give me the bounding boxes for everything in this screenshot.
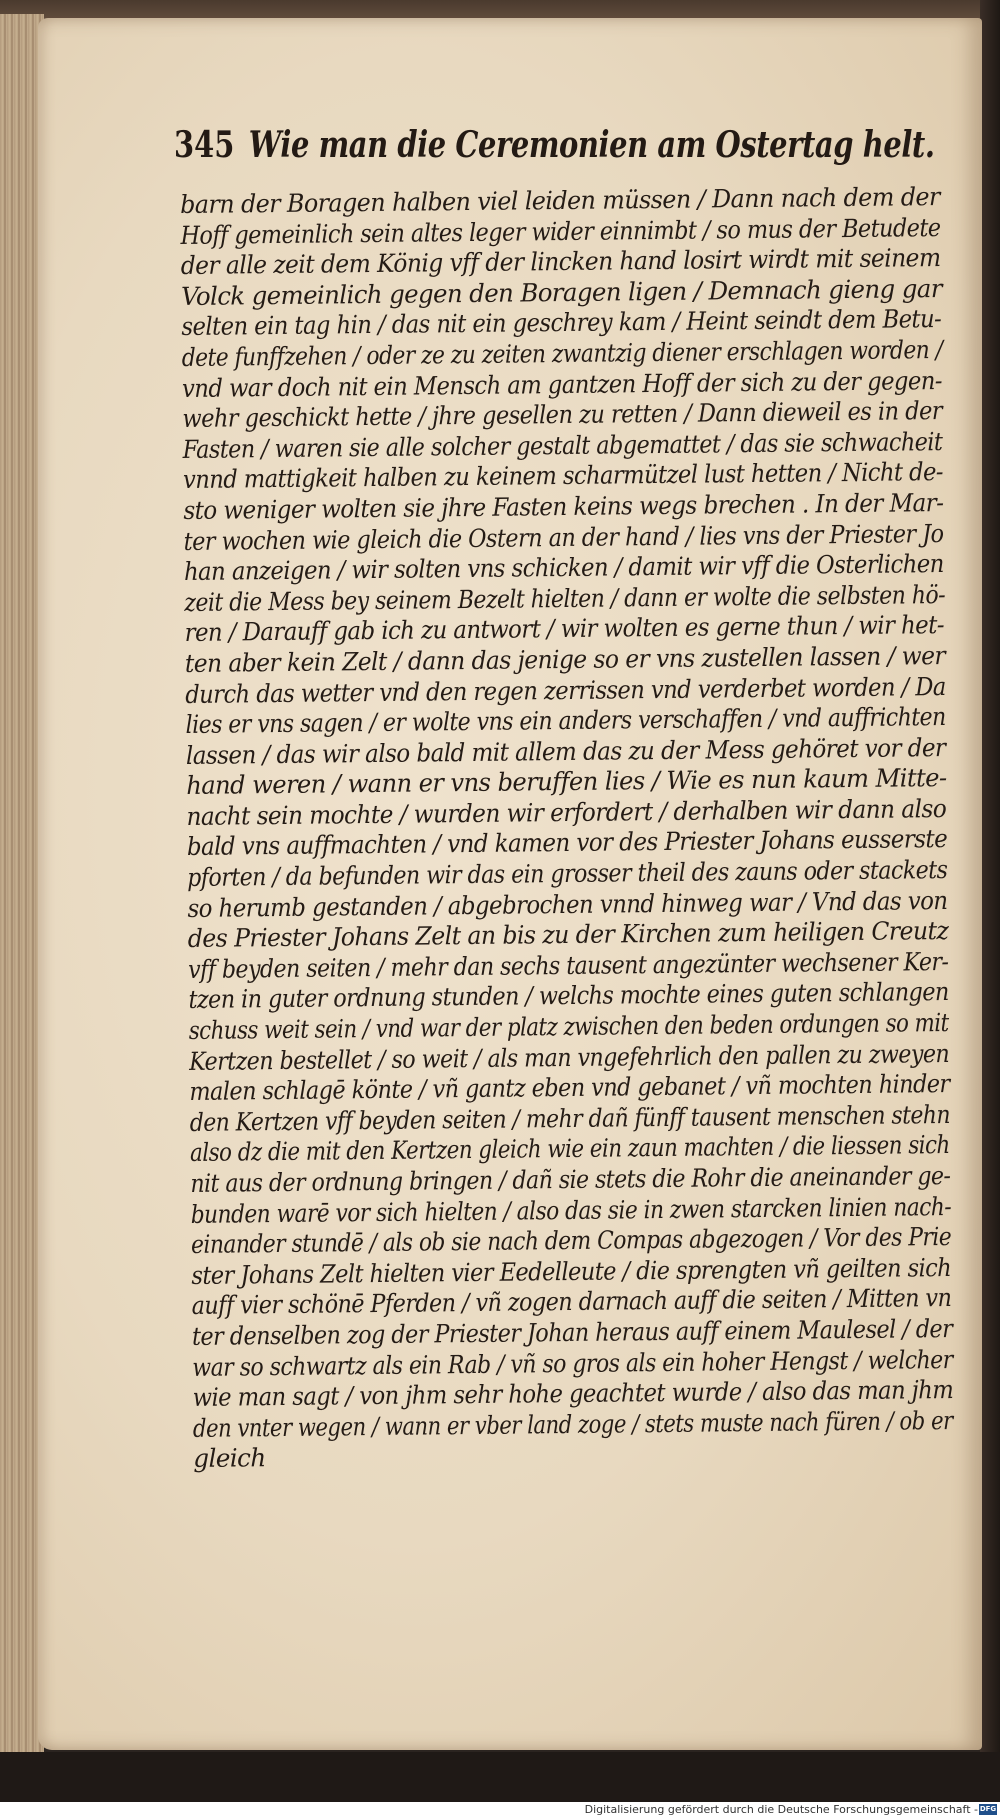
text-line: selten ein tag hin / das nit ein geschrey kam / Heint seindt dem Betu- [181, 304, 942, 342]
text-line: ster Johans Zelt hielten vier Eedelleute / die sprengten vñ geilten sich [191, 1252, 952, 1290]
text-line: tzen in guter ordnung stunden / welchs mochte eines guten schlangen [188, 977, 949, 1015]
text-line: den Kertzen vff beyden seiten / mehr dañ fünff tausent menschen stehn [189, 1099, 951, 1137]
digitization-credit: Digitalisierung gefördert durch die Deutsche Forschungsgemeinschaft - [584, 1803, 978, 1816]
text-line: Fasten / waren sie alle solcher gestalt abgemattet / das sie schwacheit [182, 426, 943, 464]
text-line: Hoff gemeinlich sein altes leger wider einnimbt / so mus der Betudete [180, 212, 941, 250]
text-line: barn der Boragen halben viel leiden müssen / Dann nach dem der [180, 182, 940, 219]
text-line: den vnter wegen / wann er vber land zoge / stets muste nach füren / ob er [192, 1405, 953, 1443]
text-line: auff vier schönē Pferden / vñ zogen darnach auff die seiten / Mitten vn [191, 1283, 952, 1321]
text-line: schuss weit sein / vnd war der platz zwischen den beden ordungen so mit [188, 1008, 949, 1045]
text-line: also dz die mit den Kertzen gleich wie ein zaun machten / die liessen sich [189, 1130, 950, 1168]
text-line: lassen / das wir also bald mit allem das zu der Mess gehöret vor der [185, 732, 946, 770]
scan-background [0, 1752, 1000, 1802]
text-line: sto weniger wolten sie jhre Fasten keins wegs brechen . In der Mar- [183, 487, 944, 525]
text-line: dete funffzehen / oder ze zu zeiten zwantzig diener erschlagen worden / [181, 334, 943, 372]
text-line: so herumb gestanden / abgebrochen vnnd hinweg war / Vnd das von [187, 885, 948, 923]
text-line: Volck gemeinlich gegen den Boragen ligen / Demnach gieng gar [180, 273, 942, 311]
text-line: des Priester Johans Zelt an bis zu der Kirchen zum heiligen Creutz [187, 916, 949, 954]
text-line: ten aber kein Zelt / dann das jenige so er vns zustellen lassen / wer [184, 640, 946, 678]
text-line: Kertzen bestellet / so weit / als man vngefehrlich den pallen zu zweyen [188, 1038, 950, 1076]
text-line: vff beyden seiten / mehr dan sechs tausent angezünter wechsener Ker- [188, 946, 949, 984]
text-line: durch das wetter vnd den regen zerrissen vnd verderbet worden / Da [185, 671, 946, 709]
text-line: gleich [193, 1443, 266, 1474]
page-number: 345 [174, 124, 235, 166]
dfg-logo: DFG [979, 1805, 997, 1813]
body-text [180, 182, 963, 1475]
text-line: zeit die Mess bey seinem Bezelt hielten / dann er wolte die selbsten hö- [184, 579, 946, 617]
running-head: Wie man die Ceremonien am Ostertag helt. [248, 124, 935, 166]
text-line: bunden warē vor sich hielten / also das sie in zwen starcken linien nach- [190, 1191, 952, 1229]
text-line: hand weren / wann er vns beruffen lies / Wie es nun kaum Mitte- [186, 763, 947, 801]
text-line: der alle zeit dem König vff der lincken hand losirt wirdt mit seinem [180, 243, 941, 281]
text-line: vnnd mattigkeit halben zu keinem scharmützel lust hetten / Nicht de- [182, 457, 944, 495]
text-line: wie man sagt / von jhm sehr hohe geachtet wurde / also das man jhm [192, 1375, 954, 1413]
text-line: vnd war doch nit ein Mensch am gantzen Hoff der sich zu der gegen- [181, 365, 943, 403]
text-line: einander stundē / als ob sie nach dem Compas abgezogen / Vor des Prie [190, 1222, 952, 1260]
page-header [174, 124, 935, 194]
text-line: nit aus der ordnung bringen / dañ sie stets die Rohr die aneinander ge- [190, 1160, 951, 1198]
text-line: wehr geschickt hette / jhre gesellen zu retten / Dann dieweil es in der [182, 396, 943, 434]
text-line: nacht sein mochte / wurden wir erfordert / derhalben wir dann also [186, 793, 947, 831]
text-line: ren / Darauff gab ich zu antwort / wir wolten es gerne thun / wir het- [184, 610, 945, 648]
text-line: pforten / da befunden wir das ein grosser theil des zauns oder stackets [187, 855, 948, 893]
text-line: malen schlagē könte / vñ gantz eben vnd gebanet / vñ mochten hinder [189, 1069, 950, 1107]
text-line: war so schwartz als ein Rab / vñ so gros als ein hoher Hengst / welcher [192, 1344, 953, 1382]
text-line: bald vns auffmachten / vnd kamen vor des Priester Johans eusserste [186, 824, 948, 862]
text-line: han anzeigen / wir solten vns schicken / damit wir vff die Osterlichen [183, 549, 944, 587]
text-line: ter denselben zog der Priester Johan heraus auff einem Maulesel / der [191, 1313, 953, 1351]
text-line: lies er vns sagen / er wolte vns ein anders verschaffen / vnd auffrichten [185, 702, 946, 740]
book-gutter [980, 0, 1000, 1817]
text-line: ter wochen wie gleich die Ostern an der hand / lies vns der Priester Jo [183, 518, 944, 556]
